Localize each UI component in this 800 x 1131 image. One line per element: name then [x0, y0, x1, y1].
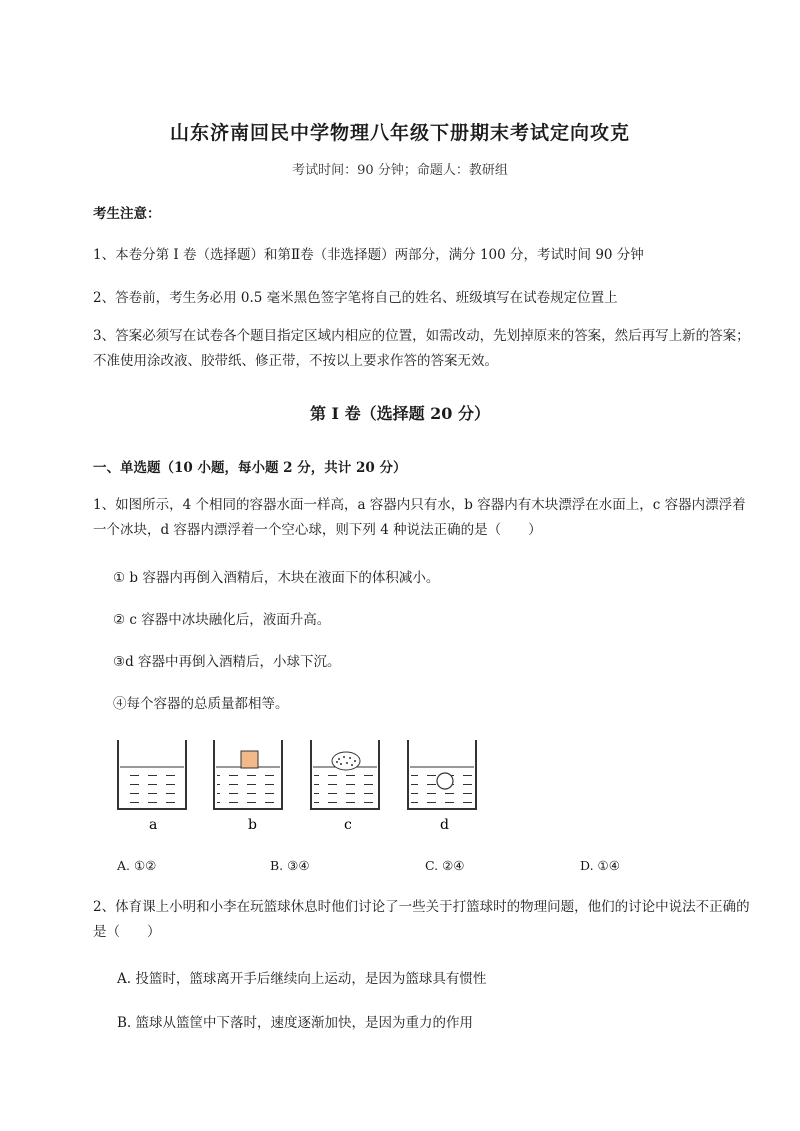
label-d: d	[440, 817, 449, 833]
section-title: 第 I 卷（选择题 20 分）	[309, 404, 491, 423]
notice-item-1: 1、本卷分第 I 卷（选择题）和第Ⅱ卷（非选择题）两部分，满分 100 分，考试时间 90 分钟	[93, 247, 644, 263]
statement-2: ② c 容器中冰块融化后，液面升高。	[113, 612, 331, 628]
q1-choice-a[interactable]: A. ①②	[117, 858, 157, 873]
containers-figure	[110, 735, 500, 835]
label-b: b	[248, 817, 257, 833]
q2-choice-a[interactable]: A. 投篮时，篮球离开手后继续向上运动，是因为篮球具有惯性	[117, 971, 487, 987]
q1-choice-c[interactable]: C. ②④	[425, 858, 465, 873]
statement-1: ① b 容器内再倒入酒精后，木块在液面下的体积减小。	[113, 570, 440, 586]
label-c: c	[344, 817, 352, 833]
page-title: 山东济南回民中学物理八年级下册期末考试定向攻克	[169, 122, 630, 144]
statement-4: ④每个容器的总质量都相等。	[113, 696, 289, 712]
q2-choice-b[interactable]: B. 篮球从篮筐中下落时，速度逐渐加快，是因为重力的作用	[117, 1015, 474, 1031]
label-a: a	[149, 817, 158, 833]
container-d	[408, 740, 476, 809]
wood-block	[241, 751, 258, 768]
part-heading: 一、单选题（10 小题，每小题 2 分，共计 20 分）	[93, 460, 407, 476]
question-2-stem: 2、体育课上小明和小李在玩篮球休息时他们讨论了一些关于打篮球时的物理问题，他们的讨论中说法不正确的是（ ）	[93, 899, 750, 940]
notice-heading: 考生注意：	[93, 206, 161, 222]
container-c	[311, 740, 379, 809]
container-b	[214, 740, 282, 809]
notice-item-2: 2、答卷前，考生务必用 0.5 毫米黑色签字笔将自己的姓名、班级填写在试卷规定位置上	[93, 290, 618, 306]
hollow-ball	[437, 773, 453, 789]
question-1-stem: 1、如图所示，4 个相同的容器水面一样高，a 容器内只有水，b 容器内有木块漂浮在水面上，c 容器内漂浮着一个冰块，d 容器内漂浮着一个空心球，则下列 4 种说法正确的是（ ）	[93, 497, 746, 538]
statement-3: ③d 容器中再倒入酒精后，小球下沉。	[113, 654, 341, 670]
exam-info: 考试时间：90 分钟；命题人：教研组	[292, 163, 508, 178]
q1-choice-b[interactable]: B. ③④	[270, 858, 310, 873]
q1-choice-d[interactable]: D. ①④	[580, 858, 620, 873]
notice-item-3: 3、答案必须写在试卷各个题目指定区域内相应的位置，如需改动，先划掉原来的答案，然后再写上新的答案；不准使用涂改液、胶带纸、修正带，不按以上要求作答的答案无效。	[93, 328, 750, 369]
container-a	[118, 740, 186, 809]
